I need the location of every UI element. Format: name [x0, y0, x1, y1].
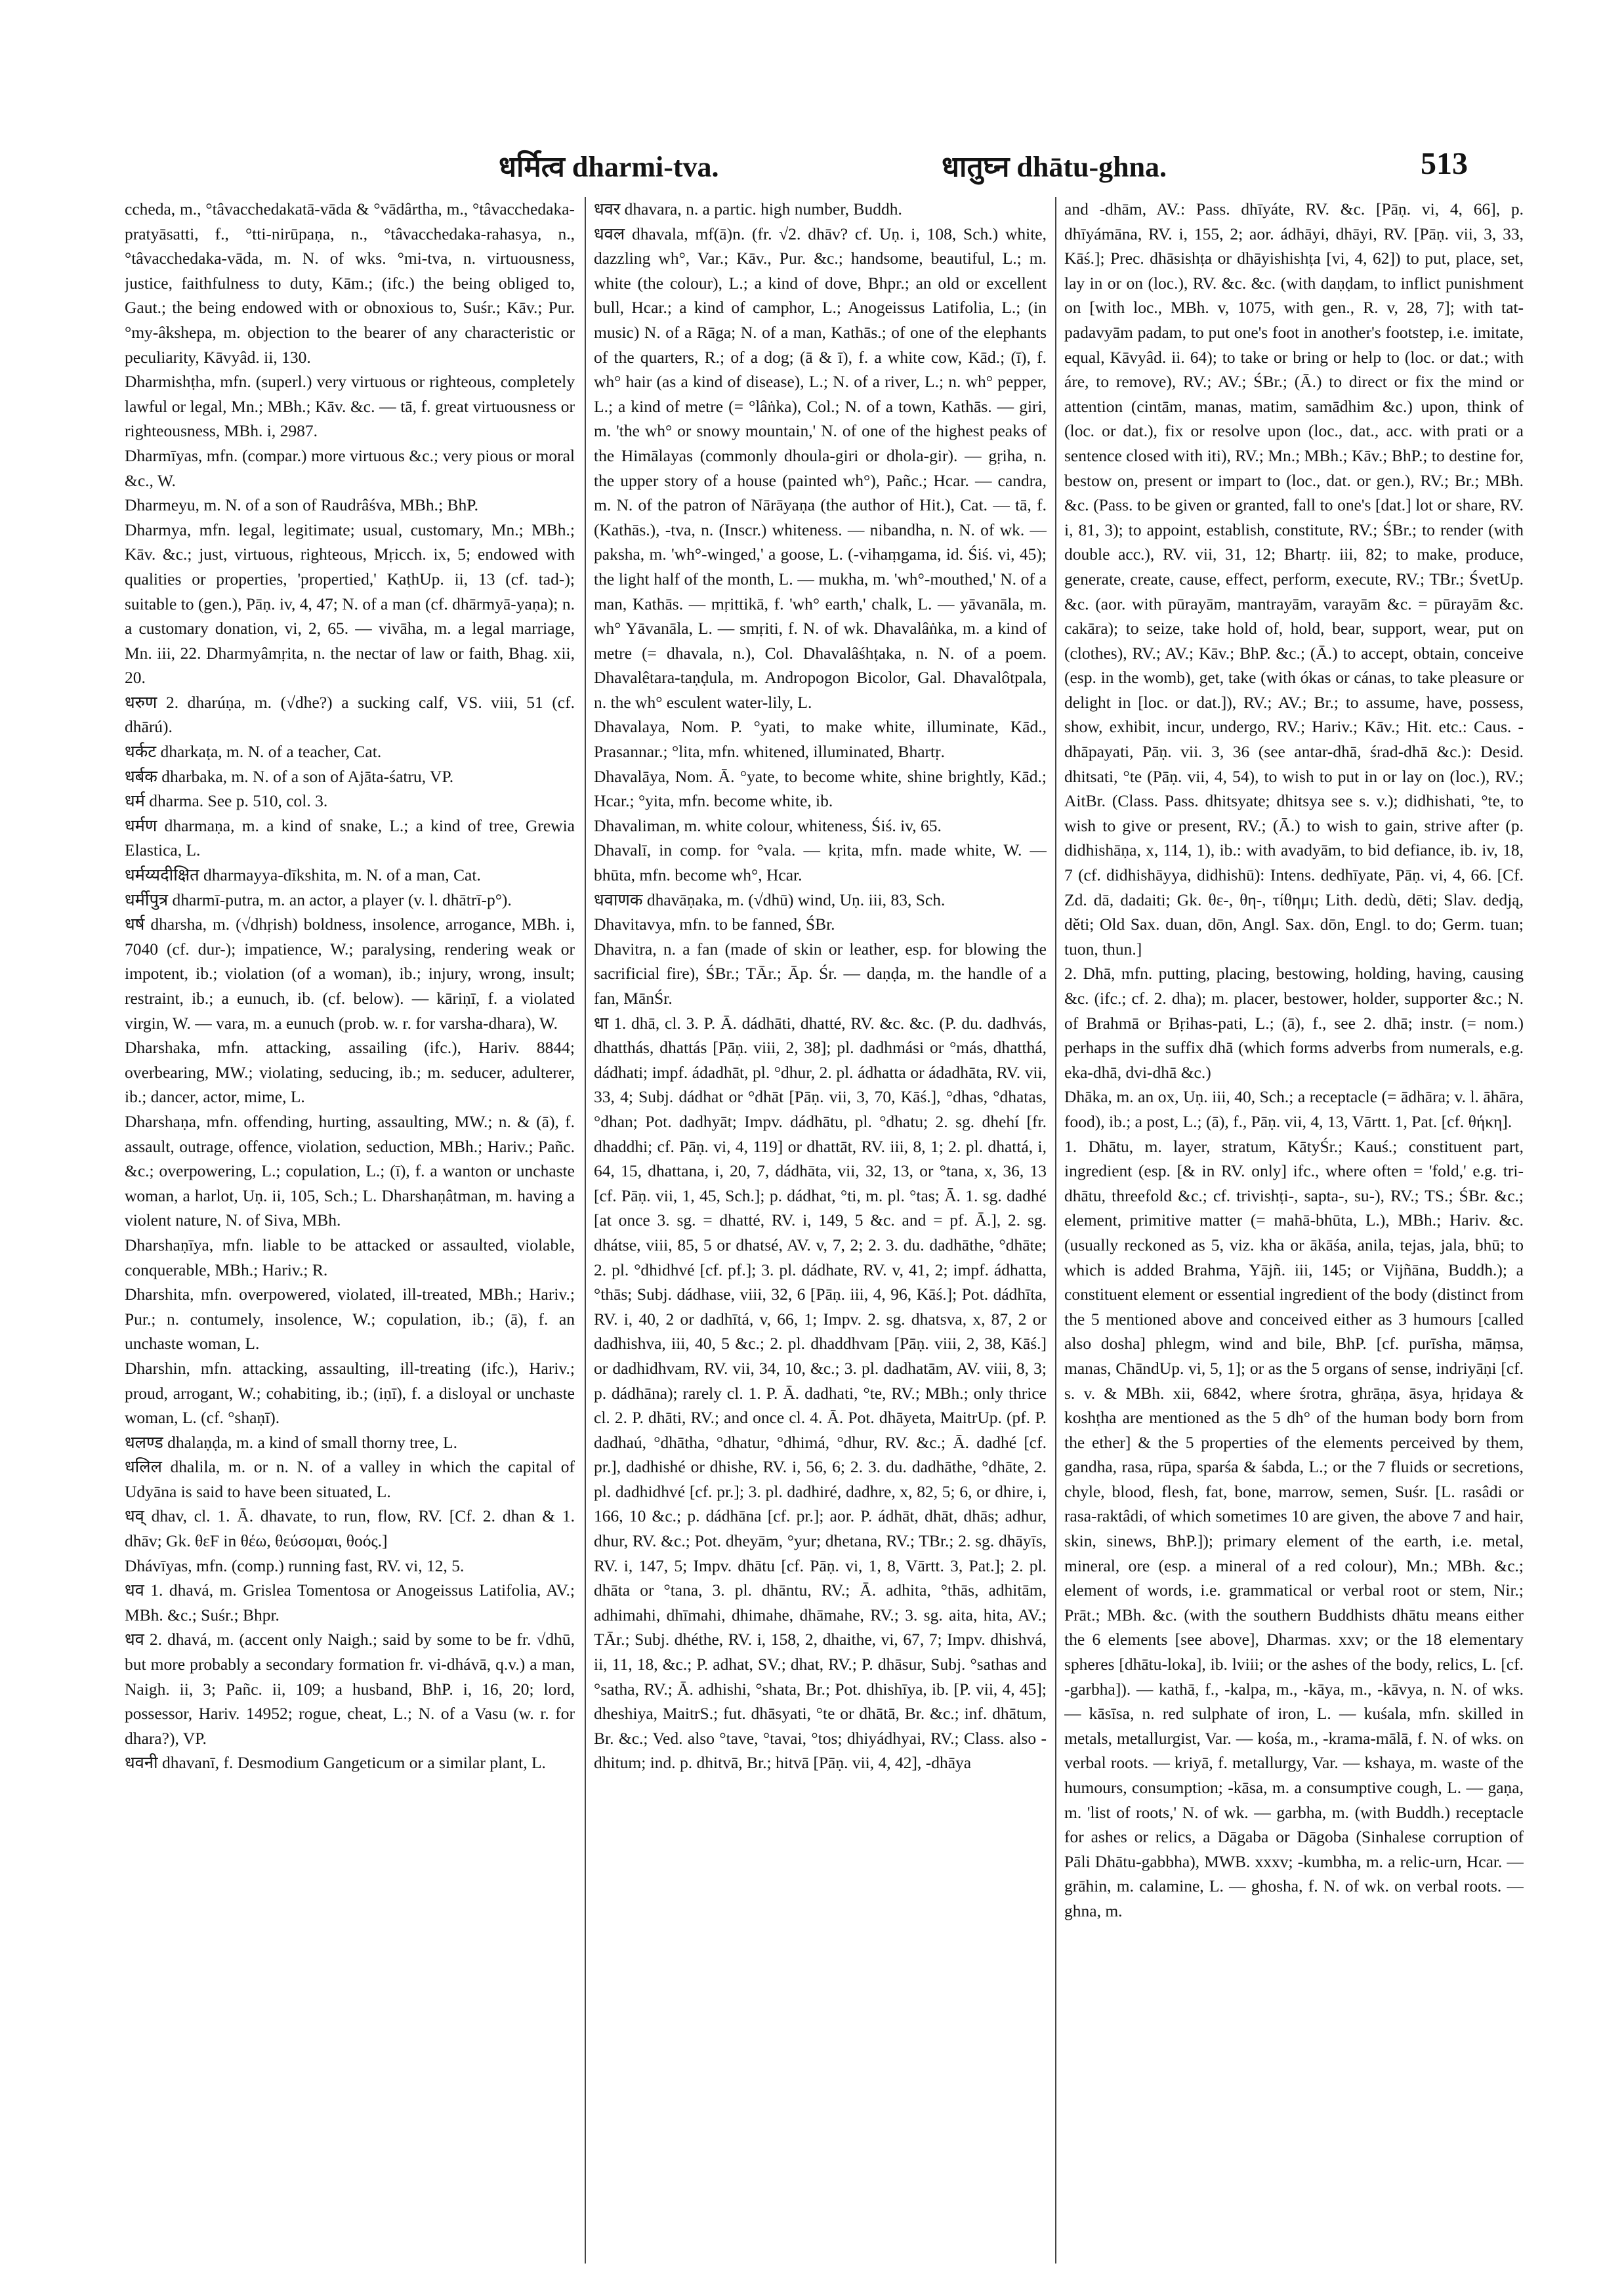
entry: धलण्ड dhalaṇḍa, m. a kind of small thorny tree, L.: [125, 1432, 457, 1452]
entry: धा 1. dhā, cl. 3. P. Ā. dádhāti, dhatté, RV. &c. &c. (P. du. dadhvás, dhatthás, dhattás [Pāṇ. viii, 2, 38]; pl. dadhmási or °más, dhatthá, dádhati; impf. ádadhāt, pl. °dhur, 2. pl. ádhatta or ádadhāta, RV. vii, 33, 4; Subj. dádhat or °dhāt [Pāṇ. vii, 3, 70, Kāś.], °dhas, °dhatas, °dhan; Pot. dadhyāt; Impv. dádhātu, pl. °dhatu; 2. sg. dhehí [fr. dhaddhi; cf. Pāṇ. vi, 4, 119] or dhattāt, RV. iii, 8, 1; 2. pl. dhattá, i, 64, 15, dhattana, i, 20, 7, dádhāta, vii, 32, 13, or °tana, x, 36, 13 [cf. Pāṇ. vii, 1, 45, Sch.]; p. dádhat, °ti, m. pl. °tas; Ā. 1. sg. dadhé [at once 3. sg. = dhatté, RV. i, 149, 5 &c. and = pf. Ā.], 2. sg. dhátse, viii, 85, 5 or dhatsé, AV. v, 7, 2; 2. 3. du. dadhāthe, °dhāte; 2. pl. °dhidhvé [cf. pf.]; 3. pl. dádhate, RV. v, 41, 2; impf. ádhatta, °thās; Subj. dádhase, viii, 32, 6 [Pāṇ. iii, 4, 96, Kāś.]; Pot. dádhīta, RV. i, 40, 2 or dadhītá, v, 66, 1; Impv. 2. sg. dhatsva, x, 87, 2 or dadhishva, iii, 40, 5 &c.; 2. pl. dhaddhvam [Pāṇ. viii, 2, 38, Kāś.] or dadhidhvam, RV. vii, 34, 10, &c.; 3. pl. dadhatām, AV. viii, 8, 3; p. dádhāna); rarely cl. 1. P. Ā. dadhati, °te, RV.; MBh.; only thrice cl. 2. P. dhāti, RV.; and once cl. 4. Ā. Pot. dhāyeta, MaitrUp. (pf. P. dadhaú, °dhātha, °dhatur, °dhimá, °dhur, RV. &c.; Ā. dadhé [cf. pr.], dadhishé or dhishe, RV. i, 56, 6; 2. 3. du. dadhāthe, °dhāte, 2. pl. dadhidhvé [cf. pr.]; 3. pl. dadhiré, dadhre, x, 82, 5; 6, or dhire, i, 166, 10 &c.; p. dádhāna [cf. pr.]; aor. P. ádhāt, dhāt, dhās; adhur, dhur, RV. &c.; Pot. dheyām, °yur; dhetana, RV.; TBr.; 2. sg. dhāyīs, RV. i, 147, 5; Impv. dhātu [cf. Pāṇ. vi, 1, 8, Vārtt. 3, Pat.]; 2. pl. dhāta or °tana, 3. pl. dhāntu, RV.; Ā. adhita, °thās, adhitām, adhimahi, dhīmahi, dhimahe, dhāmahe, RV.; 3. sg. aita, hita, AV.; TĀr.; Subj. dhéthe, RV. i, 158, 2, dhaithe, vi, 67, 7; Impv. dhishvá, ii, 11, 18, &c.; P. adhat, SV.; dhat, RV.; P. dhāsur, Subj. °sathas and °satha, RV.; Ā. adhishi, °shata, Br.; Pot. dhishīya, ib. [P. vii, 4, 45]; dheshiya, MaitrS.; fut. dhāsyati, °te or dhātā, Br. &c.; inf. dhātum, Br. &c.; Ved. also °tave, °tavai, °tos; dhiyádhyai, RV.; Class. also -dhitum; ind. p. dhitvā, Br.; hitvā [Pāṇ. vii, 4, 42], -dhāya: [594, 1013, 1047, 1773]
entry: धर्ष dharsha, m. (√dhṛish) boldness, insolence, arrogance, MBh. i, 7040 (cf. dur-); impatience, W.; paralysing, rendering weak or impotent, ib.; violation (of a woman), ib.; injury, wrong, insult; restraint, ib.; a eunuch, ib. (cf. below). — kāriṇī, f. a violated virgin, W. — vara, m. a eunuch (prob. w. r. for varsha-dhara), W.: [125, 915, 575, 1033]
entry: धवल dhavala, mf(ā)n. (fr. √2. dhāv? cf. Uṇ. i, 108, Sch.) white, dazzling wh°, Var.; Kāv., Pur. &c.; handsome, beautiful, L.; m. white (the colour), L.; a kind of dove, Bhpr.; an old or excellent bull, Hcar.; a kind of camphor, L.; Anogeissus Latifolia, L.; (in music) N. of a Rāga; N. of a man, Kathās.; of one of the elephants of the quarters, R.; of a dog; (ā & ī), f. a white cow, Kād.; (ī), f. wh° hair (as a kind of disease), L.; N. of a river, L.; n. wh° pepper, L.; a kind of metre (= °lâṅka), Col.; N. of a town, Kathās. — giri, m. 'the wh° or snowy mountain,' N. of one of the highest peaks of the Himālayas (commonly dhoula-giri or dhola-gir). — gṛiha, n. the upper story of a house (painted wh°), Pañc.; Hcar. — candra, m. N. of the patron of Nārāyaṇa (the author of Hit.), Cat. — tā, f. (Kathās.), -tva, n. (Inscr.) whiteness. — nibandha, n. N. of wk. — paksha, m. 'wh°-winged,' a goose, L. (-vihaṃgama, id. Śiś. vi, 45); the light half of the month, L. — mukha, m. 'wh°-mouthed,' N. of a man, Kathās. — mṛittikā, f. 'wh° earth,' chalk, L. — yāvanāla, m. wh° Yāvanāla, L. — smṛiti, f. N. of wk. Dhavalâṅka, m. a kind of metre (= dhavala, n.), Col. Dhavalâśhṭaka, n. N. of a poem. Dhavalêtara-taṇḍula, m. Andropogon Bicolor, Gal. Dhavalôtpala, n. the wh° esculent water-lily, L.: [594, 224, 1047, 712]
column-rule-2: [1055, 197, 1056, 2264]
running-header-right: धातुघ्न dhātu-ghna.: [942, 151, 1167, 183]
entry: धरुण 2. dharúṇa, m. (√dhe?) a sucking calf, VS. viii, 51 (cf. dhārú).: [125, 692, 575, 737]
entry: Dharshita, mfn. overpowered, violated, ill-treated, MBh.; Hariv.; Pur.; n. contumely, insolence, W.; copulation, ib.; (ā), f. an unchaste woman, L.: [125, 1285, 575, 1354]
page-number: 513: [1421, 146, 1468, 181]
entry: Dharmīyas, mfn. (compar.) more virtuous &c.; very pious or moral &c., W.: [125, 445, 575, 490]
entry: Dharshaka, mfn. attacking, assailing (ifc.), Hariv. 8844; overbearing, MW.; violating, seducing, ib.; m. seducer, adulterer, ib.; dancer, actor, mime, L.: [125, 1038, 575, 1107]
entry: Dhavaliman, m. white colour, whiteness, Śiś. iv, 65.: [594, 816, 942, 835]
entry: Dharshin, mfn. attacking, assaulting, ill-treating (ifc.), Hariv.; proud, arrogant, W.; cohabiting, ib.; (iṇī), f. a disloyal or unchaste woman, L. (cf. °shaṇī).: [125, 1358, 575, 1428]
entry: धव 1. dhavá, m. Grislea Tomentosa or Anogeissus Latifolia, AV.; MBh. &c.; Suśr.; Bhpr.: [125, 1581, 575, 1624]
running-header-left: धर्मित्व dharmi-tva.: [499, 151, 719, 183]
entry: Dhávīyas, mfn. (comp.) running fast, RV. vi, 12, 5.: [125, 1556, 465, 1575]
column-rule-1: [585, 197, 586, 2264]
entry: धलिल dhalila, m. or n. N. of a valley in which the capital of Udyāna is said to have been situated, L.: [125, 1457, 575, 1501]
entry: धव 2. dhavá, m. (accent only Naigh.; said by some to be fr. √dhū, but more probably a secondary formation fr. vi-dhávā, q.v.) a man, Naigh. ii, 3; Pañc. ii, 109; a husband, BhP. i, 16, 20; lord, possessor, Hariv. 14952; rogue, cheat, L.; N. of a Vasu (w. r. for dhara?), VP.: [125, 1630, 575, 1748]
entry: धवर dhavara, n. a partic. high number, Buddh.: [594, 199, 902, 218]
entry: धर्मय्यदीक्षित dharmayya-dīkshita, m. N. of a man, Cat.: [125, 865, 481, 885]
entry: Dhavalāya, Nom. Ā. °yate, to become white, shine brightly, Kād.; Hcar.; °yita, mfn. become white, ib.: [594, 766, 1047, 811]
column-3: [1064, 197, 1524, 2270]
entry: धर्कट dharkaṭa, m. N. of a teacher, Cat.: [125, 742, 382, 762]
entry: धवनी dhavanī, f. Desmodium Gangeticum or a similar plant, L.: [125, 1753, 546, 1773]
entry: धव् dhav, cl. 1. Ā. dhavate, to run, flow, RV. [Cf. 2. dhan & 1. dhāv; Gk. θεF in θέω, θεύσομαι, θοός.]: [125, 1506, 575, 1551]
entry: Dhāka, m. an ox, Uṇ. iii, 40, Sch.; a receptacle (= ādhāra; v. l. āhāra, food), ib.; a post, L.; (ā), f., Pāṇ. vii, 4, 13, Vārtt. 1, Pat. [cf. θήκη].: [1064, 1087, 1524, 1131]
entry: धर्बक dharbaka, m. N. of a son of Ajāta-śatru, VP.: [125, 766, 454, 786]
entry: Dharshaṇa, mfn. offending, hurting, assaulting, MW.; n. & (ā), f. assault, outrage, offence, violation, seduction, MBh.; Hariv.; Pañc. &c.; overpowering, L.; copulation, L.; (ī), f. a wanton or unchaste woman, a harlot, Uṇ. ii, 105, Sch.; L. Dharshaṇâtman, m. having a violent nature, N. of Siva, MBh.: [125, 1111, 575, 1230]
entry: धर्मीपुत्र dharmī-putra, m. an actor, a player (v. l. dhātrī-p°).: [125, 890, 512, 909]
entry: Dhavitra, n. a fan (made of skin or leather, esp. for blowing the sacrificial fire), ŚBr.; TĀr.; Āp. Śr. — daṇḍa, m. the handle of a fan, MānŚr.: [594, 939, 1047, 1008]
entry: and -dhām, AV.: Pass. dhīyáte, RV. &c. [Pāṇ. vi, 4, 66], p. dhīyámāna, RV. i, 155, 2; aor. ádhāyi, dhāyi, RV. [Pāṇ. vii, 3, 33, Kāś.]; Prec. dhāsishṭa or dhāyishishṭa [vi, 4, 62]) to put, place, set, lay in or on (loc.), RV. &c. &c. (with daṇḍam, to inflict punishment on [with loc., MBh. v, 1075, with gen., R. v, 28, 7]; with tat-padavyām padam, to put one's foot in another's footstep, i.e. imitate, equal, Kāvyâd. ii. 64); to take or bring or help to (loc. or dat.; with áre, to remove), RV.; AV.; ŚBr.; (Ā.) to direct or fix the mind or attention (cintām, manas, matim, samādhim &c.) upon, think of (loc. or dat.), fix or resolve upon (loc., dat., acc. with prati or a sentence closed with iti), RV.; Mn.; MBh.; Kāv.; BhP.; to destine for, bestow on, present or impart to (loc., dat. or gen.), RV.; Br.; MBh. &c. (Pass. to be given or granted, fall to one's [dat.] lot or share, RV. i, 81, 3); to appoint, establish, constitute, RV.; ŚBr.; to render (with double acc.), RV. vii, 31, 12; Bhartṛ. iii, 82; to make, produce, generate, create, cause, effect, perform, execute, RV.; TBr.; ŚvetUp. &c. (aor. with pūrayām, mantrayām, varayām &c. = pūrayām &c. cakāra); to seize, take hold of, hold, bear, support, wear, put on (clothes), RV.; AV.; Kāv.; BhP. &c.; (Ā.) to accept, obtain, conceive (esp. in the womb), get, take (with ókas or cánas, to take pleasure or delight in [loc. or dat.]), RV.; AV.; Br.; to assume, have, possess, show, exhibit, incur, undergo, RV.; Hariv.; Kāv.; Hit. etc.: Caus. -dhāpayati, Pāṇ. vii. 3, 36 (see antar-dhā, śrad-dhā &c.): Desid. dhitsati, °te (Pāṇ. vii, 4, 54), to wish to put in or lay on (loc.), RV.; AitBr. (Class. Pass. dhitsyate; dhitsya see s. v.); didhishati, °te, to wish to give or present, RV.; (Ā.) to wish to gain, strive after (p. didhishāṇa, x, 114, 1), ib.: with avadyām, to bid defiance, ib. iv, 18, 7 (cf. didhishāyya, didhishū): Intens. dedhīyate, Pāṇ. vi, 4, 66. [Cf. Zd. dā, dadaiti; Gk. θε-, θη-, τίθημι; Lith. dedù, dēti; Slav. dedją, děti; Old Sax. duan, dōn, Angl. Sax. dōn, Engl. to do; Germ. tuan; tuon, thun.]: [1064, 199, 1524, 959]
entry: धवाणक dhavāṇaka, m. (√dhū) wind, Uṇ. iii, 83, Sch.: [594, 890, 946, 909]
entry: Dhavitavya, mfn. to be fanned, ŚBr.: [594, 915, 835, 934]
entry: Dharshaṇīya, mfn. liable to be attacked or assaulted, violable, conquerable, MBh.; Hariv.; R.: [125, 1235, 575, 1279]
entry: Dharmya, mfn. legal, legitimate; usual, customary, Mn.; MBh.; Kāv. &c.; just, virtuous, righteous, Mṛicch. ix, 5; endowed with qualities or properties, 'propertied,' KaṭhUp. ii, 13 (cf. tad-); suitable to (gen.), Pāṇ. iv, 4, 47; N. of a man (cf. dhārmyā-yaṇa); n. a customary donation, vi, 2, 65. — vivāha, m. a legal marriage, Mn. iii, 22. Dharmyâmṛita, n. the nectar of law or faith, Bhag. xii, 20.: [125, 520, 575, 688]
entry: Dharmishṭha, mfn. (superl.) very virtuous or righteous, completely lawful or legal, Mn.; MBh.; Kāv. &c. — tā, f. great virtuousness or righteousness, MBh. i, 2987.: [125, 372, 575, 441]
entry: Dhavalī, in comp. for °vala. — kṛita, mfn. made white, W. — bhūta, mfn. become wh°, Hcar.: [594, 840, 1047, 885]
entry: 2. Dhā, mfn. putting, placing, bestowing, holding, having, causing &c. (ifc.; cf. 2. dha); m. placer, bestower, holder, supporter &c.; N. of Brahmā or Bṛihas-pati, L.; (ā), f., see 2. dhā; instr. (= nom.) perhaps in the suffix dhā (which forms adverbs from numerals, e.g. eka-dhā, dvi-dhā &c.): [1064, 964, 1524, 1082]
entry: धर्मण dharmaṇa, m. a kind of snake, L.; a kind of tree, Grewia Elastica, L.: [125, 816, 575, 860]
entry: Dhavalaya, Nom. P. °yati, to make white, illuminate, Kād., Prasannar.; °lita, mfn. whitened, illuminated, Bhartṛ.: [594, 717, 1047, 762]
entry: ccheda, m., °tâvacchedakatā-vāda & °vādârtha, m., °tâvacchedaka-pratyāsatti, f., °tti-nirūpaṇa, n., °tâvacchedaka-rahasya, n., °tâvacchedaka-vāda, m. N. of wks. °mi-tva, n. virtuousness, justice, faithfulness to duty, Kām.; (ifc.) the being obliged to, Gaut.; the being endowed with or obnoxious to, Suśr.; Kāv.; Pur. °my-âkshepa, m. objection to the bearer of any characteristic or peculiarity, Kāvyâd. ii, 130.: [125, 199, 575, 367]
column-1: [125, 197, 575, 2270]
entry: 1. Dhātu, m. layer, stratum, KātyŚr.; Kauś.; constituent part, ingredient (esp. [& in RV. only] ifc., where often = 'fold,' e.g. tri-dhātu, threefold &c.; cf. trivishṭi-, sapta-, su-), RV.; TS.; ŚBr. &c.; element, primitive matter (= mahā-bhūta, L.), MBh.; Hariv. &c. (usually reckoned as 5, viz. kha or ākāśa, anila, tejas, jala, bhū; to which is added Brahma, Yājñ. iii, 145; or Vijñāna, Buddh.); a constituent element or essential ingredient of the body (distinct from the 5 mentioned above and conceived either as 3 humours [called also dosha] phlegm, wind and bile, BhP. [cf. purīsha, māṃsa, manas, ChāndUp. vi, 5, 1]; or as the 5 organs of sense, indriyāṇi [cf. s. v. & MBh. xii, 6842, where śrotra, ghrāṇa, āsya, hṛidaya & koshṭha are mentioned as the 5 dh° of the human body born from the ether] & the 5 properties of the elements perceived by them, gandha, rasa, rūpa, sparśa & śabda, L.; or the 7 fluids or secretions, chyle, blood, flesh, fat, bone, marrow, semen, Suśr. [L. rasâdi or rasa-raktâdi, of which sometimes 10 are given, the above 7 and hair, skin, sinews, BhP.]); primary element of the earth, i.e. metal, mineral, ore (esp. a mineral of a red colour), Mn.; MBh. &c.; element of words, i.e. grammatical or verbal root or stem, Nir.; Prāt.; MBh. &c. (with the southern Buddhists dhātu means either the 6 elements [see above], Dharmas. xxv; or the 18 elementary spheres [dhātu-loka], ib. lviii; or the ashes of the body, relics, L. [cf. -garbha]). — kathā, f., -kalpa, m., -kāya, m., -kāvya, n. N. of wks. — kāsīsa, n. red sulphate of iron, L. — kuśala, mfn. skilled in metals, metallurgist, Var. — kośa, m., -krama-mālā, f. N. of wks. on verbal roots. — kriyā, f. metallurgy, Var. — kshaya, m. waste of the humours, consumption; -kāsa, m. a consumptive cough, L. — gaṇa, m. 'list of roots,' N. of wk. — garbha, m. (with Buddh.) receptacle for ashes or relics, a Dāgaba or Dāgoba (Sinhalese corruption of Pāli Dhātu-gabbha), MWB. xxxv; -kumbha, m. a relic-urn, Hcar. — grāhin, m. calamine, L. — ghosha, f. N. of wk. on verbal roots. — ghna, m.: [1064, 1136, 1524, 1920]
entry: Dharmeyu, m. N. of a son of Raudrâśva, MBh.; BhP.: [125, 495, 478, 515]
entry: धर्म dharma. See p. 510, col. 3.: [125, 791, 328, 811]
column-2: [594, 197, 1047, 2270]
